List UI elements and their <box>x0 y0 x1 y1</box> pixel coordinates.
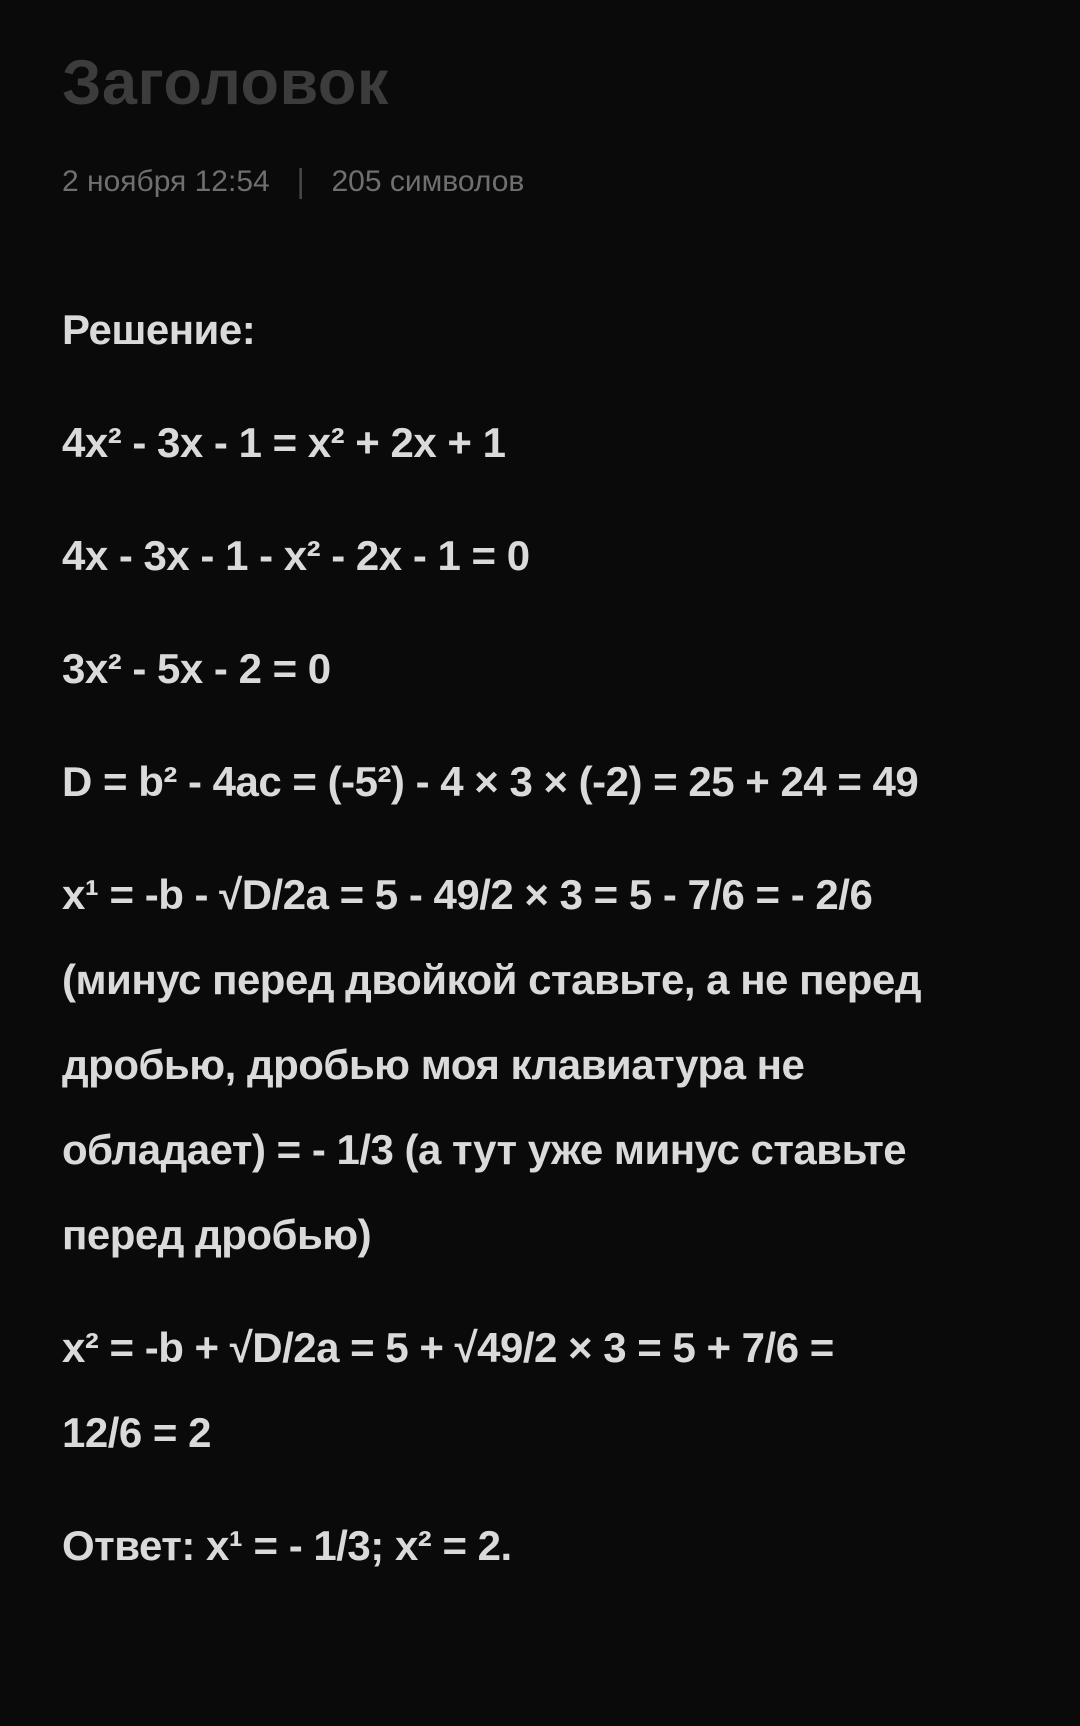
note-meta <box>62 164 1022 200</box>
note-paragraph <box>62 626 1022 711</box>
note-title-input[interactable]: Заголовок <box>62 48 389 118</box>
note-paragraph <box>62 1503 1022 1588</box>
note-line: обладает) = - 1/3 (а тут уже минус ставьте <box>62 1126 907 1173</box>
note-line: D = b² - 4ac = (-5²) - 4 × 3 × (-2) = 25 + 24 = 49 <box>62 758 919 805</box>
note-line: 4x² - 3x - 1 = x² + 2x + 1 <box>62 419 506 466</box>
note-paragraph <box>62 739 1022 824</box>
note-content[interactable] <box>62 287 1022 1588</box>
meta-divider: | <box>296 163 305 200</box>
note-line: дробью, дробью моя клавиатура не <box>62 1041 805 1088</box>
note-line: (минус перед двойкой ставьте, а не перед <box>62 956 921 1003</box>
note-line: x² = -b + √D/2a = 5 + √49/2 × 3 = 5 + 7/6 = <box>62 1324 834 1371</box>
note-line: 3x² - 5x - 2 = 0 <box>62 645 331 692</box>
note-line: Ответ: x¹ = - 1/3; x² = 2. <box>62 1522 512 1569</box>
char-count: 205 символов <box>331 165 525 198</box>
note-paragraph <box>62 852 1022 1277</box>
note-paragraph <box>62 287 1022 372</box>
note-date: 2 ноября 12:54 <box>62 165 270 198</box>
note-paragraph <box>62 1305 1022 1475</box>
note-line: 4x - 3x - 1 - x² - 2x - 1 = 0 <box>62 532 530 579</box>
note-line: Решение: <box>62 306 256 353</box>
note-line: x¹ = -b - √D/2a = 5 - 49/2 × 3 = 5 - 7/6 = - 2/6 <box>62 871 873 918</box>
note-line: перед дробью) <box>62 1211 372 1258</box>
note-paragraph <box>62 513 1022 598</box>
note-paragraph <box>62 400 1022 485</box>
note-line: 12/6 = 2 <box>62 1409 211 1456</box>
